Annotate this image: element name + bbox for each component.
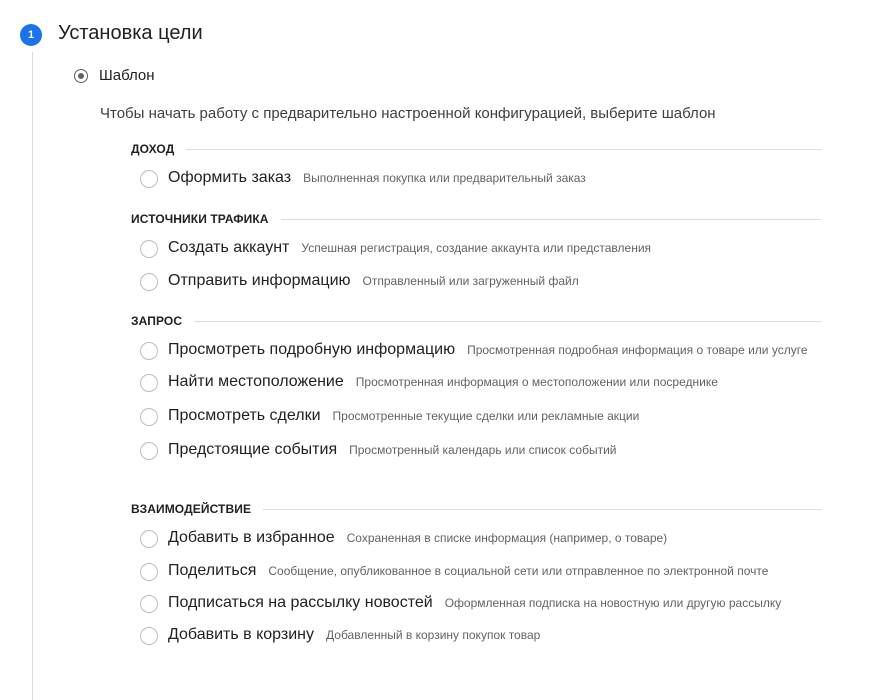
radio-unselected-icon[interactable]: [140, 273, 158, 291]
option-description: Сообщение, опубликованное в социальной сети или отправленное по электронной почте: [268, 564, 769, 578]
group-engagement: [131, 501, 821, 645]
group-divider: [186, 149, 821, 150]
radio-selected-icon[interactable]: [74, 69, 88, 83]
option-description: Выполненная покупка или предварительный заказ: [303, 171, 586, 185]
option-label: Найти местоположение: [168, 373, 344, 390]
option-description: Добавленный в корзину покупок товар: [326, 628, 541, 642]
option-label: Оформить заказ: [168, 169, 292, 186]
option-label: Отправить информацию: [168, 272, 351, 289]
radio-unselected-icon[interactable]: [140, 342, 158, 360]
radio-unselected-icon[interactable]: [140, 408, 158, 426]
group-divider: [281, 219, 821, 220]
option-label: Просмотреть сделки: [168, 407, 321, 424]
option-label: Поделиться: [168, 562, 257, 579]
step-title: Установка цели: [58, 22, 203, 44]
radio-unselected-icon[interactable]: [140, 240, 158, 258]
template-option-subscribe-newsletter[interactable]: [140, 594, 821, 613]
template-intro-text: Чтобы начать работу с предварительно настроенной конфигурацией, выберите шаблон: [100, 105, 716, 122]
option-description: Сохраненная в списке информация (например, о товаре): [346, 531, 668, 545]
step-number-badge: 1: [20, 24, 42, 46]
group-divider: [263, 509, 821, 510]
radio-unselected-icon[interactable]: [140, 530, 158, 548]
group-traffic-sources: [131, 211, 821, 313]
group-title: ВЗАИМОДЕЙСТВИЕ: [131, 502, 252, 516]
template-mode-label: Шаблон: [99, 67, 155, 84]
radio-unselected-icon[interactable]: [140, 374, 158, 392]
option-label: Предстоящие события: [168, 441, 338, 458]
option-description: Успешная регистрация, создание аккаунта или представления: [301, 241, 652, 255]
group-divider: [194, 321, 821, 322]
template-option-place-order[interactable]: [140, 169, 821, 188]
option-label: Создать аккаунт: [168, 239, 290, 256]
template-option-create-account[interactable]: [140, 239, 821, 258]
template-groups: [131, 141, 821, 645]
option-description: Просмотренный календарь или список событий: [349, 443, 617, 457]
option-description: Просмотренная подробная информация о товаре или услуге: [467, 343, 808, 357]
template-option-upcoming-events[interactable]: [140, 441, 821, 460]
option-description: Просмотренная информация о местоположении или посреднике: [355, 375, 718, 389]
template-option-view-deals[interactable]: [140, 407, 821, 426]
radio-unselected-icon[interactable]: [140, 563, 158, 581]
group-title: ДОХОД: [131, 142, 175, 156]
template-option-add-to-cart[interactable]: [140, 626, 821, 645]
radio-unselected-icon[interactable]: [140, 442, 158, 460]
radio-unselected-icon[interactable]: [140, 595, 158, 613]
radio-unselected-icon[interactable]: [140, 170, 158, 188]
group-title: ИСТОЧНИКИ ТРАФИКА: [131, 212, 269, 226]
radio-unselected-icon[interactable]: [140, 627, 158, 645]
option-description: Просмотренные текущие сделки или рекламные акции: [332, 409, 640, 423]
group-revenue: [131, 141, 821, 211]
template-option-share[interactable]: [140, 562, 821, 581]
template-mode-radio[interactable]: [74, 67, 155, 84]
option-description: Оформленная подписка на новостную или другую рассылку: [444, 596, 782, 610]
template-option-send-info[interactable]: [140, 272, 821, 291]
option-label: Подписаться на рассылку новостей: [168, 594, 433, 611]
template-option-add-favorites[interactable]: [140, 529, 821, 548]
template-option-view-details[interactable]: [140, 341, 821, 360]
step-connector-line: [32, 52, 33, 700]
option-description: Отправленный или загруженный файл: [362, 274, 579, 288]
option-label: Добавить в избранное: [168, 529, 335, 546]
template-option-find-location[interactable]: [140, 373, 821, 392]
group-title: ЗАПРОС: [131, 314, 183, 328]
option-label: Просмотреть подробную информацию: [168, 341, 456, 358]
option-label: Добавить в корзину: [168, 626, 315, 643]
group-inquiry: [131, 313, 821, 501]
